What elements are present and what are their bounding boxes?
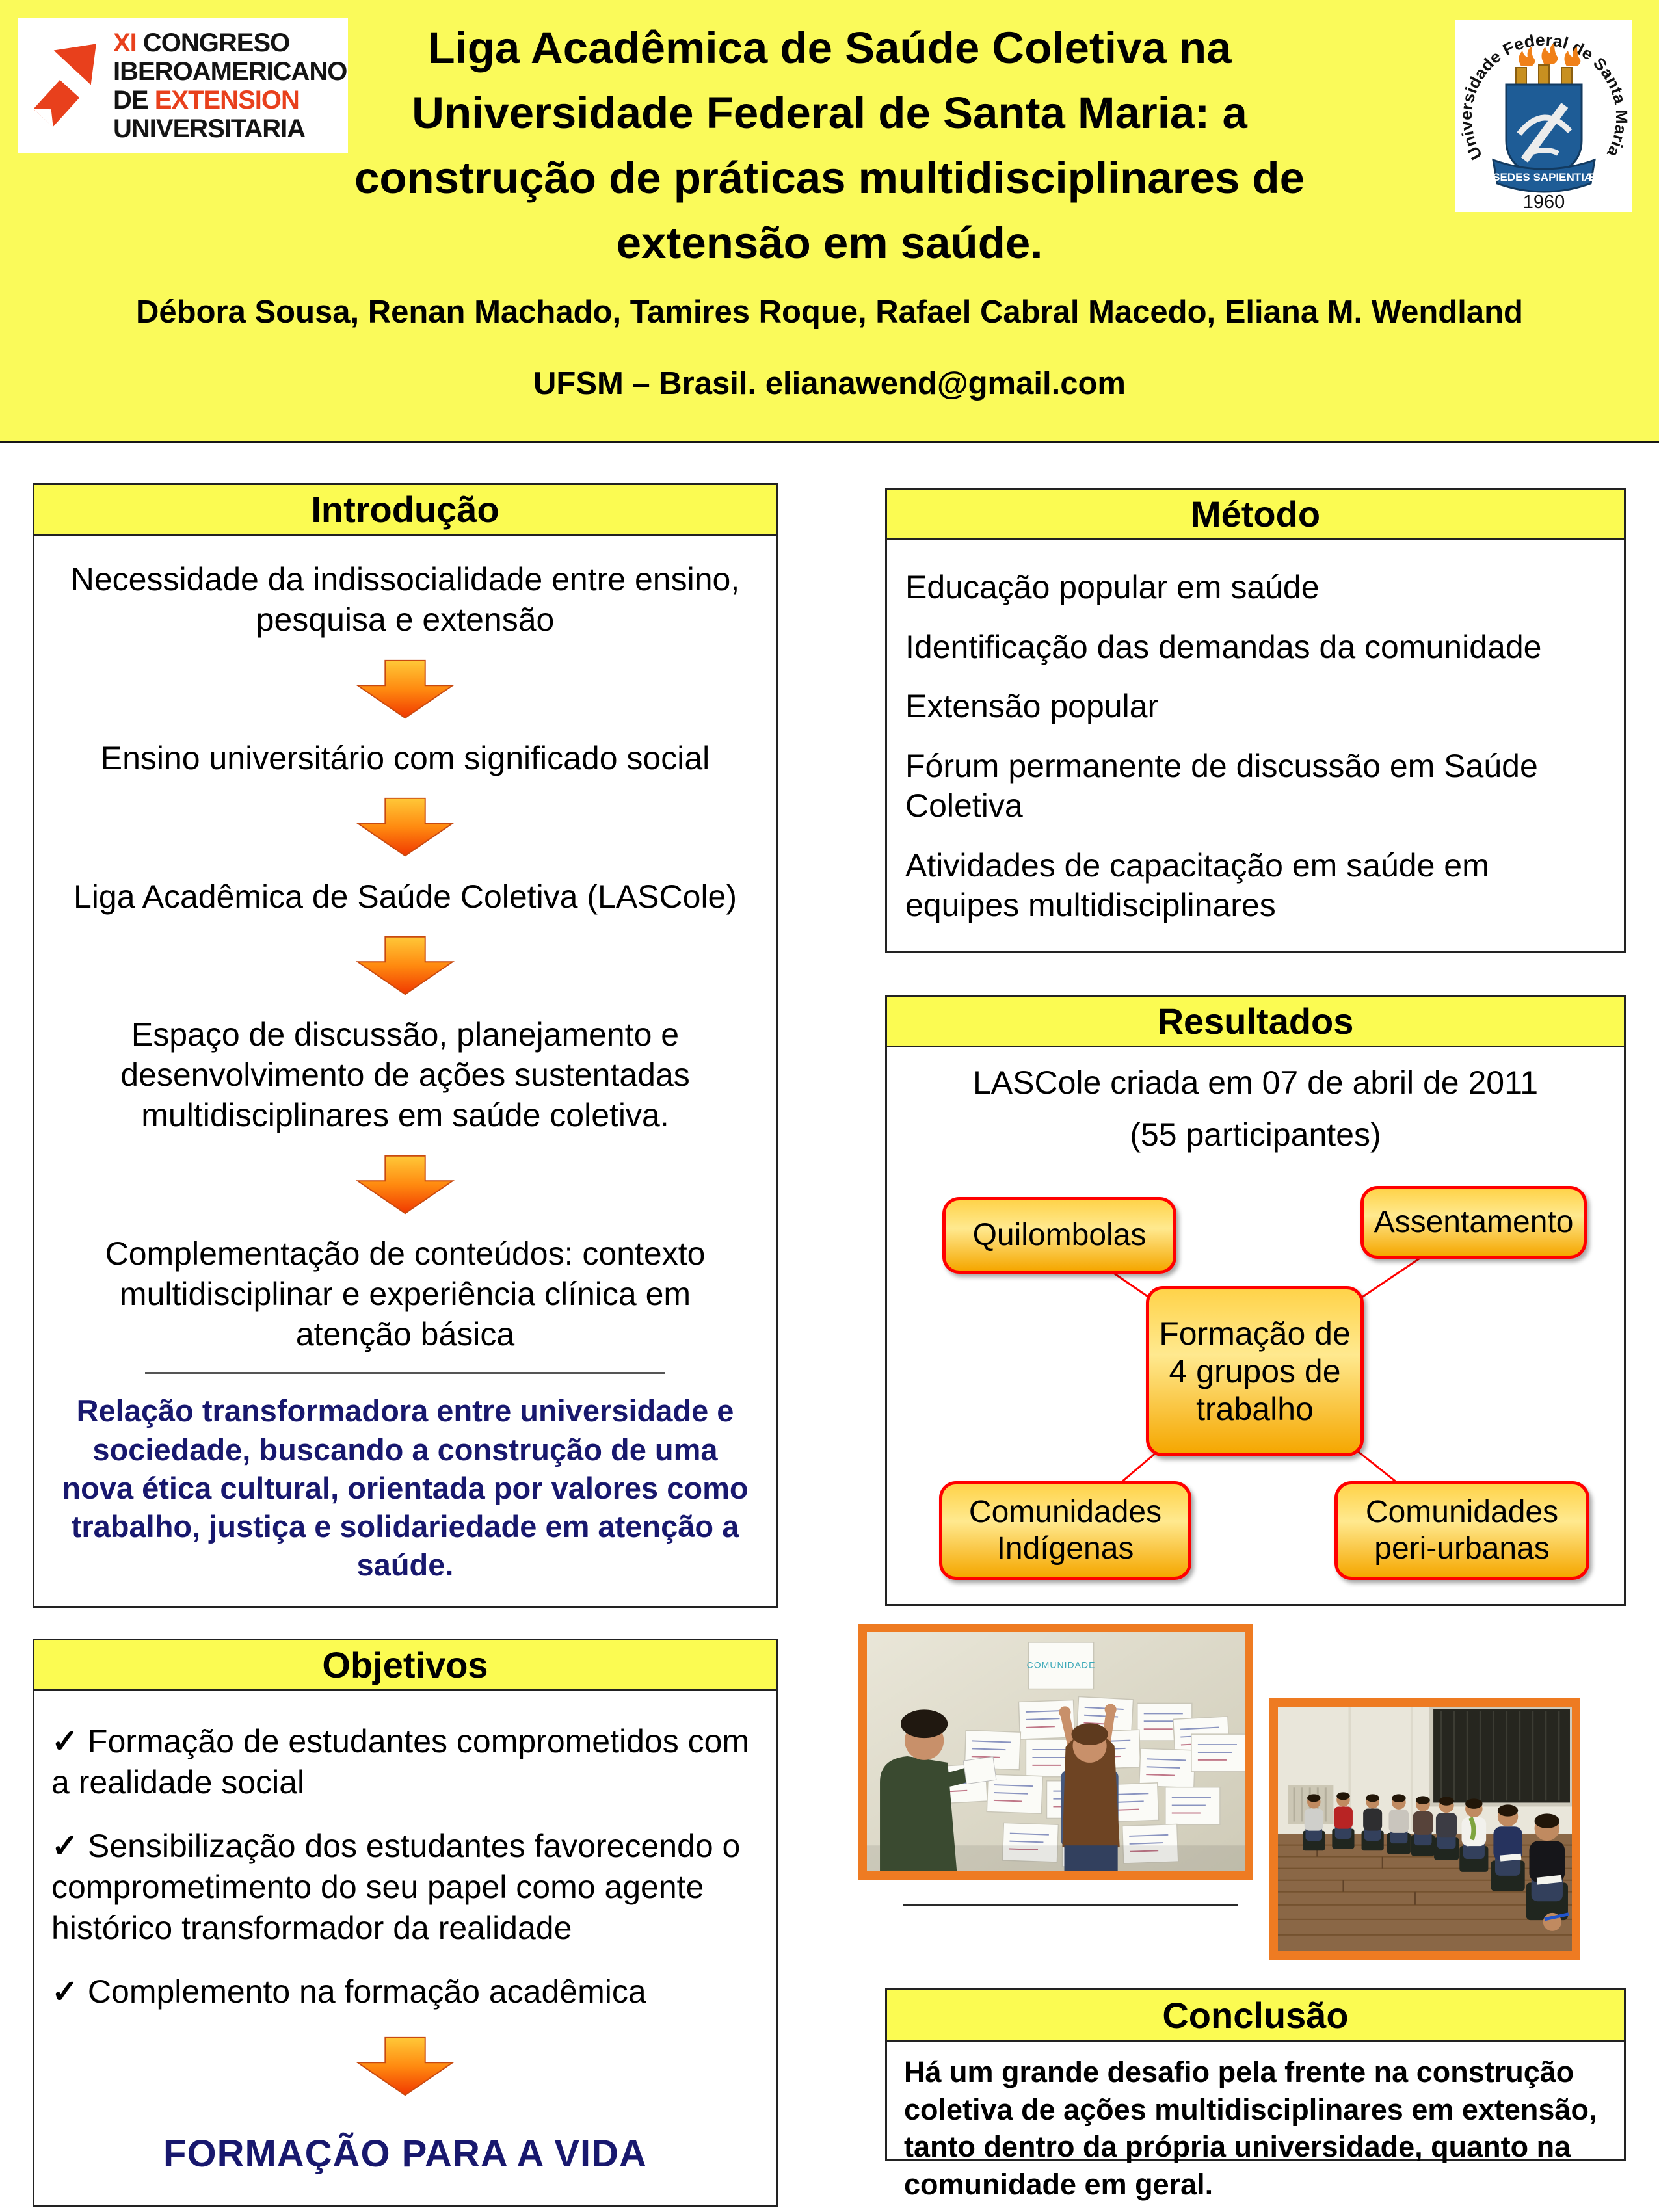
title-line-1: Liga Acadêmica de Saúde Coletiva na (427, 23, 1232, 73)
objective-item-3-text: Complemento na formação acadêmica (87, 1973, 646, 2010)
resultados-title-bar: Resultados (887, 997, 1624, 1047)
diagram-node-assentamento: Assentamento (1360, 1186, 1587, 1259)
down-arrow-icon (354, 934, 457, 997)
results-line-1: LASCole criada em 07 de abril de 2011 (972, 1064, 1539, 1101)
objetivos-body (34, 1693, 776, 2205)
resultados-body (887, 1049, 1624, 1604)
diagram-node-comunidades-indigenas: Comunidades Indígenas (939, 1481, 1191, 1580)
congress-word1: CONGRESO (142, 28, 290, 57)
section-objetivos (33, 1639, 778, 2207)
seal-banner-text: SEDES SAPIENTIÆ (1493, 171, 1595, 183)
section-metodo (885, 488, 1626, 953)
down-arrow-icon (354, 1153, 457, 1216)
check-icon: ✓ (51, 1722, 79, 1759)
check-icon: ✓ (51, 1827, 79, 1864)
section-conclusao (885, 1988, 1626, 2201)
photo-activity-wall-image (867, 1632, 1245, 1871)
photo-underline (903, 1904, 1238, 1906)
objective-item-2 (51, 1826, 759, 1949)
intro-step-1: Necessidade da indissocialidade entre ensino, pesquisa e extensão (70, 561, 740, 639)
divider-line (145, 1372, 666, 1374)
congress-word4: UNIVERSITARIA (113, 114, 306, 143)
intro-step-3: Liga Acadêmica de Saúde Coletiva (LASCole) (73, 878, 737, 915)
poster-header (0, 0, 1659, 443)
title-line-3: construção de práticas multidisciplinares de (354, 153, 1305, 203)
congress-roman: XI (113, 28, 137, 57)
method-item-4: Fórum permanente de discussão em Saúde Coletiva (905, 748, 1538, 824)
section-introducao (33, 483, 778, 1608)
congress-word2: IBEROAMERICANO (113, 57, 347, 86)
objectives-slogan: FORMAÇÃO PARA A VIDA (163, 2132, 647, 2175)
seal-arc-text: Universidade Federal de Santa Maria (1457, 31, 1631, 163)
photo-group-discussion (1269, 1698, 1580, 1960)
conclusion-text: Há um grande desafio pela frente na construção coletiva de ações multidisciplinares em extensão, tanto dentro da própria universidade, quanto na comunidade em geral. (904, 2055, 1597, 2201)
down-arrow-icon (354, 796, 457, 858)
intro-step-5: Complementação de conteúdos: contexto multidisciplinar e experiência clínica em atenção básica (105, 1235, 706, 1352)
seal-year: 1960 (1522, 192, 1565, 212)
conclusao-title-bar: Conclusão (887, 1990, 1624, 2042)
diagram-node-comunidades-peri-urbanas: Comunidades peri-urbanas (1334, 1481, 1589, 1580)
ufsm-seal (1455, 20, 1632, 212)
method-item-3: Extensão popular (905, 688, 1159, 725)
ufsm-seal-icon (1455, 20, 1632, 212)
down-arrow-icon (354, 2035, 457, 2098)
objective-item-1 (51, 1721, 759, 1803)
objetivos-arrow-wrap (51, 2035, 759, 2107)
objective-item-2-text: Sensibilização dos estudantes favorecendo o comprometimento do seu papel como agente histórico transformador da realidade (51, 1827, 741, 1946)
metodo-body (887, 542, 1624, 951)
down-arrow-icon (354, 658, 457, 720)
method-item-5: Atividades de capacitação em saúde em equipes multidisciplinares (905, 847, 1489, 924)
poster-title (195, 16, 1464, 276)
metodo-title-bar: Método (887, 490, 1624, 540)
introducao-body (34, 538, 776, 1606)
wall-card-text: COMUNIDADE (1026, 1659, 1096, 1670)
method-item-1: Educação popular em saúde (905, 568, 1320, 605)
authors-line: Débora Sousa, Renan Machado, Tamires Roque, Rafael Cabral Macedo, Eliana M. Wendland (136, 295, 1523, 330)
objective-item-1-text: Formação de estudantes comprometidos com a realidade social (51, 1722, 750, 1800)
intro-highlight-note: Relação transformadora entre universidade e sociedade, buscando a construção de uma nova ética cultural, orientada por valores como trabalho, justiça e solidariedade em atenção a saúde. (62, 1393, 749, 1583)
section-resultados (885, 995, 1626, 1606)
photo-group-discussion-image (1278, 1707, 1572, 1951)
objective-item-3 (51, 1971, 759, 2012)
congress-word3a: DE (113, 85, 148, 114)
method-item-2: Identificação das demandas da comunidade (905, 628, 1542, 665)
results-line-2: (55 participantes) (1130, 1116, 1381, 1153)
introducao-title-bar: Introdução (34, 485, 776, 536)
person-woman (1059, 1704, 1120, 1871)
congress-arrow-icon (29, 37, 101, 135)
title-line-4: extensão em saúde. (616, 218, 1043, 268)
results-diagram (887, 1161, 1624, 1587)
intro-step-2: Ensino universitário com significado social (100, 739, 710, 776)
title-line-2: Universidade Federal de Santa Maria: a (412, 88, 1247, 138)
photo-activity-wall (858, 1624, 1253, 1880)
diagram-node-formacao-grupos: Formação de 4 grupos de trabalho (1146, 1286, 1364, 1456)
intro-step-4: Espaço de discussão, planejamento e desenvolvimento de ações sustentadas multidisciplinares em saúde coletiva. (120, 1016, 690, 1134)
congress-word3b: EXTENSION (154, 85, 299, 114)
diagram-node-quilombolas: Quilombolas (942, 1197, 1176, 1274)
check-icon: ✓ (51, 1973, 79, 2010)
objetivos-title-bar: Objetivos (34, 1640, 776, 1691)
affiliation-line: UFSM – Brasil. elianawend@gmail.com (533, 366, 1126, 401)
